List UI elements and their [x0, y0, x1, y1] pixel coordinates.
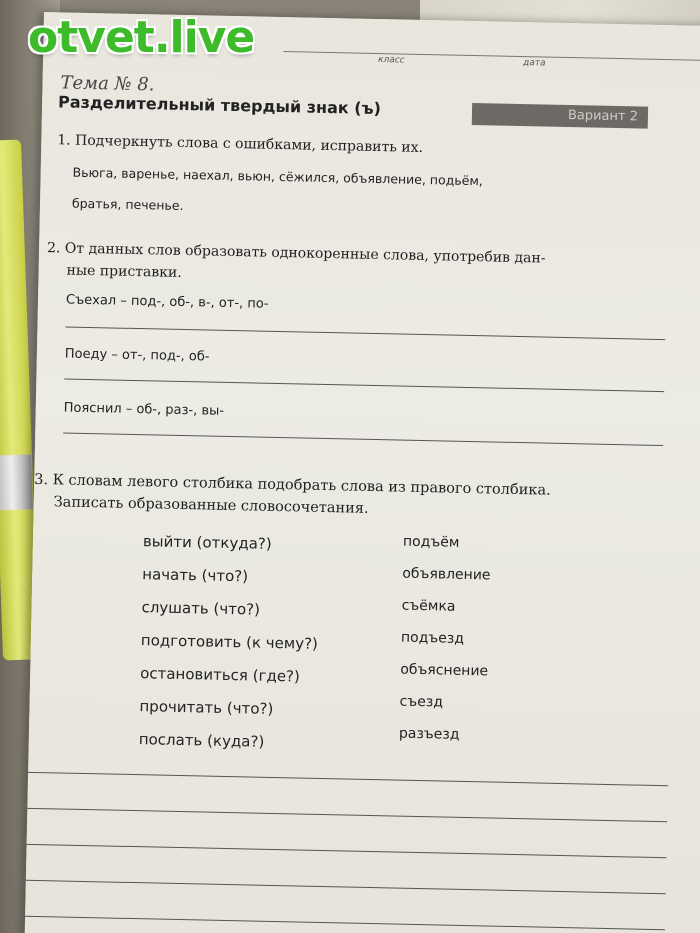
task1-number: 1. — [57, 132, 71, 149]
task2-item-2: Поеду – от-, под-, об- — [64, 346, 210, 365]
right-word: разъезд — [398, 725, 460, 743]
right-word: съёмка — [401, 597, 456, 615]
answer-line[interactable] — [25, 916, 665, 930]
answer-line[interactable] — [26, 880, 666, 894]
task2-item-3: Пояснил – об-, раз-, вы- — [63, 400, 225, 419]
task1-words-line2: братья, печенье. — [71, 195, 184, 213]
task1-words-line1: Вьюга, варенье, наехал, вьюн, сёжился, объявление, подьём, — [72, 164, 483, 189]
left-word: выйти (откуда?) — [142, 532, 272, 553]
task1-heading — [57, 132, 423, 156]
variant-badge: Вариант 2 — [472, 103, 648, 129]
left-word: подготовить (к чему?) — [140, 631, 319, 653]
left-word: остановиться (где?) — [139, 664, 301, 686]
task2-heading-line1 — [47, 240, 546, 266]
answer-line[interactable] — [27, 808, 667, 822]
right-word: подъём — [402, 533, 460, 551]
page-title: Разделительный твердый знак (ъ) — [57, 92, 382, 119]
left-word: прочитать (что?) — [139, 697, 274, 718]
date-label: дата — [522, 58, 546, 69]
task2-number: 2. — [46, 240, 61, 257]
pencil-band — [0, 454, 33, 510]
answer-line[interactable] — [63, 432, 663, 446]
right-word: подъезд — [400, 629, 465, 647]
answer-line[interactable] — [27, 844, 667, 858]
class-label: класс — [377, 55, 405, 66]
right-word: объяснение — [400, 661, 489, 680]
answer-line[interactable] — [64, 379, 664, 393]
answer-line[interactable] — [28, 772, 668, 786]
left-word: начать (что?) — [142, 565, 249, 586]
right-word: объявление — [402, 565, 491, 584]
task3-text-line1: К словам левого столбика подобрать слова из правого столбика. — [52, 472, 551, 499]
header-line — [283, 51, 700, 61]
task2-text-line2: ные приставки. — [66, 262, 182, 281]
task2-item-1: Съехал – под-, об-, в-, от-, по- — [65, 292, 269, 312]
right-word: съезд — [399, 693, 444, 711]
task3-number: 3. — [34, 471, 49, 489]
site-watermark: otvet.live — [28, 12, 255, 63]
theme-number: Тема № 8. — [60, 72, 155, 96]
left-word: послать (куда?) — [138, 730, 265, 751]
worksheet-page — [24, 12, 700, 933]
left-word: слушать (что?) — [141, 598, 261, 619]
task2-text-line1: От данных слов образовать однокоренные слова, употребив дан- — [64, 240, 546, 267]
task1-text: Подчеркнуть слова с ошибками, исправить их. — [74, 132, 424, 156]
task3-text-line2: Записать образованные словосочетания. — [53, 494, 369, 517]
answer-line[interactable] — [65, 327, 665, 341]
